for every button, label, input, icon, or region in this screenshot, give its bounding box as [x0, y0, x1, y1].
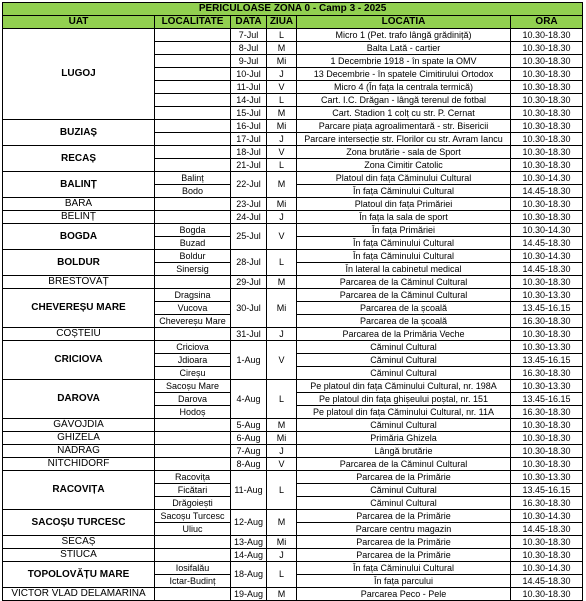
data-cell: 30-Jul [231, 289, 267, 328]
locatia-cell: Parcare intersecție str. Florilor cu str. Avram Iancu [297, 133, 511, 146]
header-locatia: LOCATIA [297, 16, 511, 29]
uat-cell: SACOȘU TURCESC [3, 510, 155, 536]
data-cell: 28-Jul [231, 250, 267, 276]
ora-cell: 10.30-18.30 [511, 55, 583, 68]
table-row [3, 549, 583, 562]
localitate-cell [155, 588, 231, 601]
localitate-cell [155, 458, 231, 471]
locatia-cell: Pe platoul din fața Căminului Cultural, nr. 11A [297, 406, 511, 419]
ziua-cell: L [267, 562, 297, 588]
ora-cell: 10.30-18.30 [511, 68, 583, 81]
localitate-cell [155, 328, 231, 341]
data-cell: 8-Jul [231, 42, 267, 55]
ora-cell: 14.45-18.30 [511, 185, 583, 198]
ziua-cell: M [267, 588, 297, 601]
header-data: DATA [231, 16, 267, 29]
header-row [3, 16, 583, 29]
localitate-cell: Boldur [155, 250, 231, 263]
locatia-cell: Balta Lată - cartier [297, 42, 511, 55]
uat-cell: RECAȘ [3, 146, 155, 172]
ora-cell: 10.30-18.30 [511, 146, 583, 159]
locatia-cell: Platoul din fața Primăriei [297, 198, 511, 211]
localitate-cell [155, 198, 231, 211]
table-row [3, 588, 583, 601]
locatia-cell: Parcarea de la Căminul Cultural [297, 289, 511, 302]
locatia-cell: Cart. I.C. Drăgan - lângă terenul de fotbal [297, 94, 511, 107]
locatia-cell: Parcarea de la Căminul Cultural [297, 276, 511, 289]
localitate-cell [155, 536, 231, 549]
data-cell: 5-Aug [231, 419, 267, 432]
table-row [3, 120, 583, 133]
data-cell: 19-Aug [231, 588, 267, 601]
ora-cell: 10.30-18.30 [511, 276, 583, 289]
localitate-cell [155, 94, 231, 107]
locatia-cell: Căminul Cultural [297, 367, 511, 380]
data-cell: 21-Jul [231, 159, 267, 172]
uat-cell: GĂVOJDIA [3, 419, 155, 432]
ora-cell: 10.30-18.30 [511, 107, 583, 120]
ziua-cell: V [267, 146, 297, 159]
localitate-cell: Vucova [155, 302, 231, 315]
data-cell: 6-Aug [231, 432, 267, 445]
locatia-cell: Primăria Ghizela [297, 432, 511, 445]
ziua-cell: V [267, 458, 297, 471]
uat-cell: DAROVA [3, 380, 155, 419]
localitate-cell: Balinț [155, 172, 231, 185]
locatia-cell: Zona brutărie - sala de Sport [297, 146, 511, 159]
title-row [3, 3, 583, 16]
localitate-cell: Ictar-Budinț [155, 575, 231, 588]
localitate-cell [155, 549, 231, 562]
locatia-cell: În fața Căminului Cultural [297, 562, 511, 575]
data-cell: 18-Aug [231, 562, 267, 588]
ziua-cell: Mi [267, 289, 297, 328]
ziua-cell: M [267, 510, 297, 536]
localitate-cell [155, 432, 231, 445]
header-ora: ORA [511, 16, 583, 29]
uat-cell: CRICIOVA [3, 341, 155, 380]
locatia-cell: Căminul Cultural [297, 497, 511, 510]
uat-cell: CHEVEREȘU MARE [3, 289, 155, 328]
ora-cell: 10.30-14.30 [511, 224, 583, 237]
uat-cell: NITCHIDORF [3, 458, 155, 471]
locatia-cell: Cart. Stadion 1 colț cu str. P. Cernat [297, 107, 511, 120]
locatia-cell: În fața parcului [297, 575, 511, 588]
uat-cell: BRESTOVĂȚ [3, 276, 155, 289]
ora-cell: 10.30-18.30 [511, 94, 583, 107]
ora-cell: 10.30-18.30 [511, 159, 583, 172]
ziua-cell: L [267, 29, 297, 42]
ora-cell: 10.30-14.30 [511, 172, 583, 185]
locatia-cell: Parcarea de la Primărie [297, 549, 511, 562]
header-ziua: ZIUA [267, 16, 297, 29]
uat-cell: BOGDA [3, 224, 155, 250]
ora-cell: 14.45-18.30 [511, 237, 583, 250]
locatia-cell: În fața Căminului Cultural [297, 237, 511, 250]
data-cell: 7-Jul [231, 29, 267, 42]
ora-cell: 16.30-18.30 [511, 315, 583, 328]
locatia-cell: Parcarea de la școală [297, 302, 511, 315]
ziua-cell: J [267, 68, 297, 81]
ora-cell: 13.45-16.15 [511, 354, 583, 367]
table-row [3, 211, 583, 224]
table-row [3, 562, 583, 575]
locatia-cell: Parcarea de la Primărie [297, 536, 511, 549]
ziua-cell: Mi [267, 432, 297, 445]
data-cell: 24-Jul [231, 211, 267, 224]
ziua-cell: L [267, 471, 297, 510]
data-cell: 25-Jul [231, 224, 267, 250]
ora-cell: 10.30-14.30 [511, 250, 583, 263]
ziua-cell: L [267, 250, 297, 276]
data-cell: 18-Jul [231, 146, 267, 159]
ziua-cell: J [267, 328, 297, 341]
schedule-table [2, 2, 583, 601]
locatia-cell: În lateral la cabinetul medical [297, 263, 511, 276]
locatia-cell: În fața Căminului Cultural [297, 250, 511, 263]
ora-cell: 10.30-18.30 [511, 536, 583, 549]
data-cell: 13-Aug [231, 536, 267, 549]
table-row [3, 536, 583, 549]
localitate-cell [155, 146, 231, 159]
locatia-cell: Parcarea Peco - Pele [297, 588, 511, 601]
localitate-cell: Racovița [155, 471, 231, 484]
data-cell: 10-Jul [231, 68, 267, 81]
table-row [3, 471, 583, 484]
ora-cell: 14.45-18.30 [511, 523, 583, 536]
table-row [3, 458, 583, 471]
uat-cell: BARA [3, 198, 155, 211]
ziua-cell: Mi [267, 120, 297, 133]
ziua-cell: Mi [267, 536, 297, 549]
locatia-cell: Pe platoul din fața Căminului Cultural, nr. 198A [297, 380, 511, 393]
localitate-cell [155, 120, 231, 133]
ora-cell: 16.30-18.30 [511, 497, 583, 510]
uat-cell: LUGOJ [3, 29, 155, 120]
ziua-cell: M [267, 276, 297, 289]
localitate-cell: Darova [155, 393, 231, 406]
data-cell: 31-Jul [231, 328, 267, 341]
uat-cell: NĂDRAG [3, 445, 155, 458]
data-cell: 12-Aug [231, 510, 267, 536]
data-cell: 29-Jul [231, 276, 267, 289]
table-row [3, 432, 583, 445]
locatia-cell: Zona Cimitir Catolic [297, 159, 511, 172]
data-cell: 17-Jul [231, 133, 267, 146]
localitate-cell [155, 107, 231, 120]
ziua-cell: J [267, 211, 297, 224]
locatia-cell: Căminul Cultural [297, 484, 511, 497]
table-row [3, 419, 583, 432]
localitate-cell [155, 42, 231, 55]
ora-cell: 10.30-18.30 [511, 120, 583, 133]
locatia-cell: Platoul din fața Căminului Cultural [297, 172, 511, 185]
ora-cell: 13.45-16.15 [511, 302, 583, 315]
data-cell: 14-Aug [231, 549, 267, 562]
table-body [3, 29, 583, 601]
locatia-cell: Parcarea de la Primăria Veche [297, 328, 511, 341]
ora-cell: 10.30-18.30 [511, 458, 583, 471]
localitate-cell: Sinersig [155, 263, 231, 276]
locatia-cell: Căminul Cultural [297, 341, 511, 354]
header-localitate: LOCALITATE [155, 16, 231, 29]
localitate-cell: Drăgoiești [155, 497, 231, 510]
locatia-cell: Parcarea de la Primărie [297, 510, 511, 523]
ora-cell: 10.30-18.30 [511, 549, 583, 562]
ziua-cell: M [267, 419, 297, 432]
table-row [3, 172, 583, 185]
locatia-cell: Parcare piața agroalimentară - str. Bisericii [297, 120, 511, 133]
ora-cell: 10.30-13.30 [511, 289, 583, 302]
localitate-cell: Chevereșu Mare [155, 315, 231, 328]
uat-cell: RACOVIȚA [3, 471, 155, 510]
localitate-cell: Iosifalău [155, 562, 231, 575]
table-row [3, 380, 583, 393]
ora-cell: 13.45-16.15 [511, 393, 583, 406]
uat-cell: BALINȚ [3, 172, 155, 198]
uat-cell: VICTOR VLAD DELAMARINA [3, 588, 155, 601]
data-cell: 23-Jul [231, 198, 267, 211]
table-row [3, 146, 583, 159]
ora-cell: 16.30-18.30 [511, 406, 583, 419]
ora-cell: 10.30-18.30 [511, 42, 583, 55]
ziua-cell: J [267, 445, 297, 458]
uat-cell: SECAȘ [3, 536, 155, 549]
ora-cell: 14.45-18.30 [511, 263, 583, 276]
uat-cell: TOPOLOVĂȚU MARE [3, 562, 155, 588]
ora-cell: 10.30-18.30 [511, 588, 583, 601]
table-row [3, 341, 583, 354]
localitate-cell [155, 211, 231, 224]
localitate-cell: Jdioara [155, 354, 231, 367]
localitate-cell: Sacoșu Mare [155, 380, 231, 393]
ziua-cell: L [267, 380, 297, 419]
locatia-cell: 1 Decembrie 1918 - în spate la OMV [297, 55, 511, 68]
ora-cell: 10.30-18.30 [511, 29, 583, 42]
table-row [3, 29, 583, 42]
table-row [3, 510, 583, 523]
ora-cell: 10.30-18.30 [511, 211, 583, 224]
ziua-cell: V [267, 81, 297, 94]
localitate-cell: Ficătari [155, 484, 231, 497]
locatia-cell: Pe platoul din fața ghișeului poștal, nr. 151 [297, 393, 511, 406]
ora-cell: 10.30-18.30 [511, 133, 583, 146]
locatia-cell: În fața la sala de sport [297, 211, 511, 224]
ziua-cell: Mi [267, 198, 297, 211]
ziua-cell: Mi [267, 55, 297, 68]
ziua-cell: J [267, 133, 297, 146]
data-cell: 9-Jul [231, 55, 267, 68]
localitate-cell: Bodo [155, 185, 231, 198]
ziua-cell: V [267, 341, 297, 380]
uat-cell: COȘTEIU [3, 328, 155, 341]
localitate-cell [155, 133, 231, 146]
data-cell: 4-Aug [231, 380, 267, 419]
data-cell: 11-Jul [231, 81, 267, 94]
ziua-cell: J [267, 549, 297, 562]
table-row [3, 224, 583, 237]
locatia-cell: Parcare centru magazin [297, 523, 511, 536]
table-row [3, 198, 583, 211]
uat-cell: BOLDUR [3, 250, 155, 276]
locatia-cell: În fața Primăriei [297, 224, 511, 237]
locatia-cell: Micro 4 (În fața la centrala termică) [297, 81, 511, 94]
localitate-cell [155, 276, 231, 289]
data-cell: 14-Jul [231, 94, 267, 107]
data-cell: 1-Aug [231, 341, 267, 380]
uat-cell: BELINȚ [3, 211, 155, 224]
table-row [3, 250, 583, 263]
ora-cell: 10.30-14.30 [511, 510, 583, 523]
table-row [3, 276, 583, 289]
localitate-cell [155, 68, 231, 81]
ora-cell: 10.30-13.30 [511, 380, 583, 393]
table-title: PERICULOASE ZONA 0 - Camp 3 - 2025 [3, 3, 583, 16]
localitate-cell [155, 29, 231, 42]
ora-cell: 10.30-13.30 [511, 341, 583, 354]
ora-cell: 10.30-18.30 [511, 432, 583, 445]
ziua-cell: M [267, 172, 297, 198]
ora-cell: 10.30-18.30 [511, 81, 583, 94]
ziua-cell: M [267, 42, 297, 55]
localitate-cell: Sacoșu Turcesc [155, 510, 231, 523]
ora-cell: 10.30-18.30 [511, 198, 583, 211]
ora-cell: 14.45-18.30 [511, 575, 583, 588]
localitate-cell: Uliuc [155, 523, 231, 536]
locatia-cell: Micro 1 (Pet. trafo lângă grădiniță) [297, 29, 511, 42]
locatia-cell: Căminul Cultural [297, 354, 511, 367]
localitate-cell: Cireșu [155, 367, 231, 380]
data-cell: 15-Jul [231, 107, 267, 120]
ora-cell: 10.30-14.30 [511, 562, 583, 575]
locatia-cell: Parcarea de la Primărie [297, 471, 511, 484]
uat-cell: STIUCA [3, 549, 155, 562]
locatia-cell: Parcarea de la Căminul Cultural [297, 458, 511, 471]
table-row [3, 328, 583, 341]
ora-cell: 10.30-18.30 [511, 328, 583, 341]
locatia-cell: Lângă brutărie [297, 445, 511, 458]
localitate-cell [155, 81, 231, 94]
ora-cell: 10.30-13.30 [511, 471, 583, 484]
ziua-cell: L [267, 159, 297, 172]
locatia-cell: Căminul Cultural [297, 419, 511, 432]
locatia-cell: Parcarea de la școală [297, 315, 511, 328]
table-row [3, 445, 583, 458]
localitate-cell: Criciova [155, 341, 231, 354]
localitate-cell [155, 55, 231, 68]
header-uat: UAT [3, 16, 155, 29]
locatia-cell: 13 Decembrie - în spatele Cimitirului Ortodox [297, 68, 511, 81]
localitate-cell [155, 419, 231, 432]
locatia-cell: În fața Căminului Cultural [297, 185, 511, 198]
schedule-container [2, 2, 583, 601]
ora-cell: 13.45-16.15 [511, 484, 583, 497]
ziua-cell: M [267, 107, 297, 120]
data-cell: 11-Aug [231, 471, 267, 510]
localitate-cell [155, 445, 231, 458]
ora-cell: 10.30-18.30 [511, 419, 583, 432]
localitate-cell: Hodoș [155, 406, 231, 419]
ora-cell: 10.30-18.30 [511, 445, 583, 458]
uat-cell: GHIZELA [3, 432, 155, 445]
ziua-cell: V [267, 224, 297, 250]
ora-cell: 16.30-18.30 [511, 367, 583, 380]
localitate-cell: Buzad [155, 237, 231, 250]
data-cell: 7-Aug [231, 445, 267, 458]
data-cell: 22-Jul [231, 172, 267, 198]
data-cell: 8-Aug [231, 458, 267, 471]
localitate-cell [155, 159, 231, 172]
ziua-cell: L [267, 94, 297, 107]
data-cell: 16-Jul [231, 120, 267, 133]
uat-cell: BUZIAȘ [3, 120, 155, 146]
localitate-cell: Bogda [155, 224, 231, 237]
localitate-cell: Dragsina [155, 289, 231, 302]
table-row [3, 289, 583, 302]
